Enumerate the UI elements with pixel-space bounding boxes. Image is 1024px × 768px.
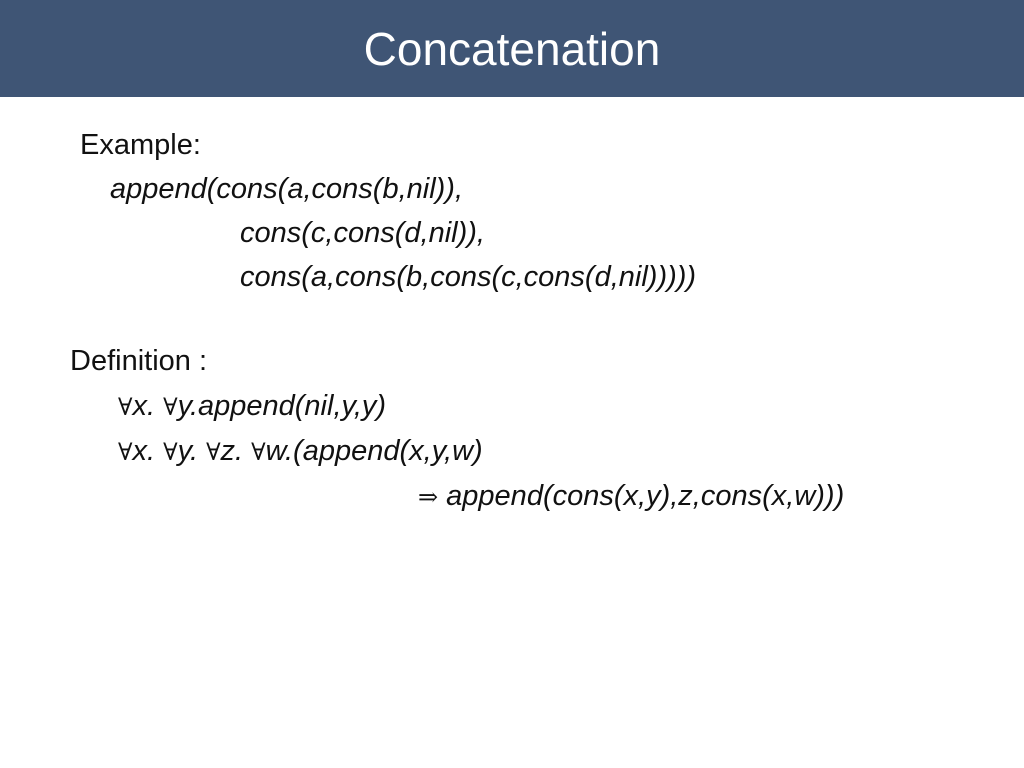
axiom-1-x: x. [132,390,156,422]
definition-axiom-1 [118,389,386,424]
example-line-2: cons(c,cons(d,nil)), [240,217,485,249]
axiom-1-y: y.append(nil,y,y) [177,390,387,422]
definition-heading: Definition : [70,345,208,377]
forall-symbol: ∀ [163,438,178,466]
example-heading: Example: [80,129,201,161]
example-line-3: cons(a,cons(b,cons(c,cons(d,nil))))) [240,261,697,293]
example-line-1: append(cons(a,cons(b,nil)), [110,173,464,205]
axiom-2-z: z. [220,435,244,467]
forall-symbol: ∀ [251,438,266,466]
axiom-2-y: y. [177,435,198,467]
axiom-2-x: x. [132,435,156,467]
slide-title: Concatenation [363,23,661,75]
implies-symbol: ⇒ [418,483,439,511]
title-bar [0,0,1024,97]
forall-symbol: ∀ [206,438,221,466]
forall-symbol: ∀ [118,438,133,466]
axiom-3-text: append(cons(x,y),z,cons(x,w))) [446,480,845,512]
definition-axiom-3 [418,479,844,514]
forall-symbol: ∀ [163,393,178,421]
definition-axiom-2 [118,434,483,469]
axiom-2-w: w.(append(x,y,w) [265,435,483,467]
forall-symbol: ∀ [118,393,133,421]
